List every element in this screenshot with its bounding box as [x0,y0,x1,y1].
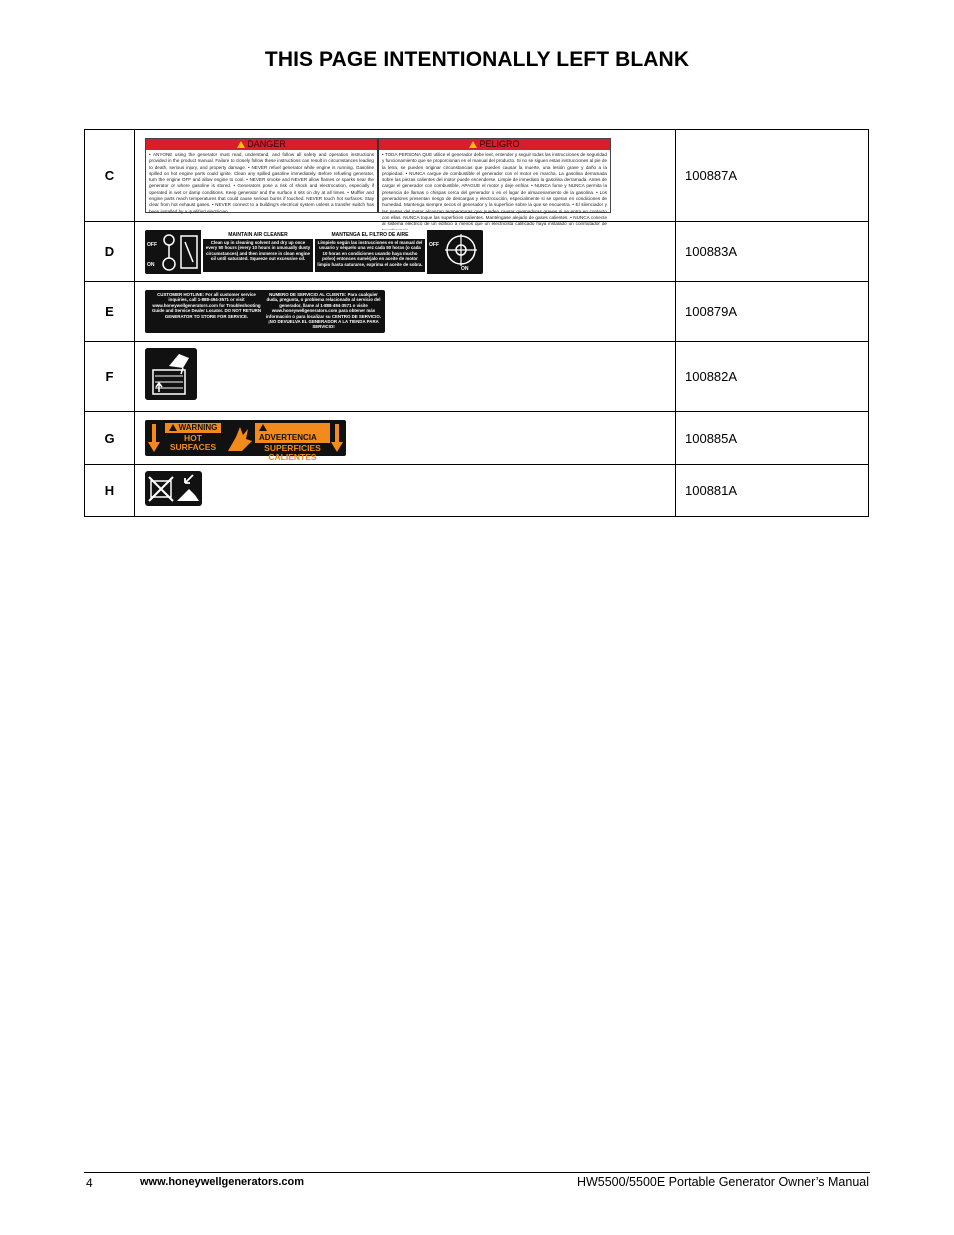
air-cleaner-text-en: Clean up in cleaning solvent and dry up once every 50 hours (every 10 hours in unusually dusty circumstances) and then immerse in clean engine oil until saturated. Squeeze out excessive oil. [203,239,313,272]
on-label: ON [461,265,469,272]
air-cleaner-text-panel [201,230,427,274]
danger-english-column [146,139,377,212]
hand-burn-icon [225,422,255,454]
footer-page-number: 4 [86,1176,93,1190]
oil-fill-icon [145,348,197,400]
hot-surfaces-decal [145,420,346,462]
warning-triangle-icon [469,141,477,148]
fuel-valve-icon [427,230,483,274]
fuel-valve-side [427,230,483,274]
part-number: 100881A [676,465,869,517]
air-cleaner-header-es: MANTENGA EL FILTRO DE AIRE [331,231,409,238]
decal-image-cell [135,465,676,517]
hotline-text-en: CUSTOMER HOTLINE: For all customer service inquiries, call 1-888-494-3571 or visit www.honeywellgenerators.com for Troubleshooting Guide and Service Dealer Locator. DO NOT RETURN GENERATOR TO STORE FOR SERVICE. [151,292,262,319]
table-row [85,465,869,517]
warning-triangle-icon [237,141,245,148]
decal-image-cell [135,342,676,412]
choke-lever-side [145,230,201,274]
decal-image-cell [135,130,676,227]
decal-image-cell [135,412,676,465]
danger-text: • ANYONE using the generator must read, understand, and follow all safety and operation instructions provided in the product manual. Failure to closely follow these instructions can result in circumstances leading to death, serious injury, and property damage. • NEVER refuel generator while engine is running. Gasoline spilled on hot engine parts could ignite. Clean any spilled gasoline immediately. Before refueling generator, turn the engine OFF and allow engine to cool. • NEVER smoke and NEVER allow flames or sparks near the generator or where gasoline is stored. • Generators pose a risk of shock and electrocution, especially if operated in wet or damp conditions. Keep generator and the surface it sits on dry at all times. • Muffler and engine parts reach temperatures that could cause serious burns if touched. NEVER touch hot surfaces. Stay clear from hot exhaust gases. • NEVER connect to a building's electrical system unless a transfer switch has been installed by a qualified electrician. [149,152,374,214]
air-cleaner-text-es: Límpielo según las instrucciones en el manual del usuario y séquelo una vez cada 50 horas (o cada 10 horas en condiciones usando haya mucho polvo) entonces sumérjalo en aceite de motor limpio hasta saturarse, exprima el aceite de sobra. [315,239,425,272]
choke-lever-icon [145,230,201,274]
advertencia-segment: ADVERTENCIA SUPERFICIES CALIENTES [255,422,330,454]
hot-surfaces-text: HOT SURFACES [169,433,217,452]
part-number: 100882A [676,342,869,412]
hotline-text-es: NUMERO DE SERVICIO AL CLIENTE: Para cualquier duda, pregunta, o problema relacionado al servicio del generador, llame al 1-888-494-3571 o visite www.honeywellgenerators.com para obtener más información o para localizar su CENTRO DE SERVICIO. ¡NO DEVUELVA EL GENERADOR A LA TIENDA PARA SERVICIO! [265,292,382,330]
table-row [85,130,869,222]
decal-image-cell [135,282,676,342]
decal-key: C [85,130,135,222]
decal-key: D [85,222,135,282]
danger-header: DANGER [146,139,377,150]
warning-segment: WARNING HOT SURFACES [161,422,225,454]
page-title: THIS PAGE INTENTIONALLY LEFT BLANK [264,48,690,71]
down-arrow-icon [330,422,344,454]
on-label: ON [147,261,155,268]
off-label: OFF [147,241,157,248]
warning-triangle-icon [169,424,177,431]
footer-divider [84,1172,870,1173]
no-touch-icon [145,471,202,506]
table-row [85,282,869,342]
decal-key: H [85,465,135,517]
down-arrow-icon [147,422,161,454]
decal-key: G [85,412,135,465]
part-number: 100885A [676,412,869,465]
warning-triangle-icon [259,424,267,431]
table-row [85,222,869,282]
decal-key: E [85,282,135,342]
air-cleaner-decal [145,230,483,274]
part-number: 100883A [676,222,869,282]
off-label: OFF [429,241,439,248]
peligro-text: • TODA PERSONA QUE utilice el generador debe leer, entender y seguir todas las instrucciones de seguridad y funcionamiento que se proporcionan en el manual del producto. Si no se siguen estas instrucciones al pie de la letra, se pueden originar circunstancias que pueden causar la muerte, una lesión grave y daño a la propiedad. • NUNCA cargue de combustible el generador con el motor en marcha. La gasolina derramada sobre las piezas calientes del motor puede encenderse. Limpie de inmediato la gasolina derramada. Antes de cargar el generador con combustible, APAGUE el motor y deje enfriar. • NUNCA fume y NUNCA permita la presencia de llamas o chispas cerca del generador o en el lugar de almacenamiento de la gasolina. • Los generadores presentan riesgo de descargas y electrocución, especialmente si se operan en condiciones de humedad. Mantenga siempre secos el generador y la superficie sobre la que se encuentra. • El silenciador y las partes del motor alcanzan temperaturas que pueden causar quemaduras graves si se entra en contacto con ellas. NUNCA toque las superficies calientes. Manténgase alejado de gases calientes. • NUNCA conecte al sistema eléctrico de un edificio a menos que un electricista calificado haya instalado un conmutador de [382,152,607,227]
footer-website-link[interactable]: www.honeywellgenerators.com [140,1176,305,1188]
peligro-header: PELIGRO [379,139,610,150]
danger-spanish-column [377,139,610,227]
danger-decal [145,138,611,227]
decal-key: F [85,342,135,412]
decal-table [84,129,869,517]
table-row [85,342,869,412]
part-number: 100887A [676,130,869,222]
part-number: 100879A [676,282,869,342]
table-row [85,412,869,465]
footer-manual-title: HW5500/5500E Portable Generator Owner’s Manual [576,1175,869,1189]
air-cleaner-header-en: MAINTAIN AIR CLEANER [228,231,288,238]
superficies-calientes-text: SUPERFICIES CALIENTES [264,443,321,462]
customer-hotline-decal [145,290,385,333]
